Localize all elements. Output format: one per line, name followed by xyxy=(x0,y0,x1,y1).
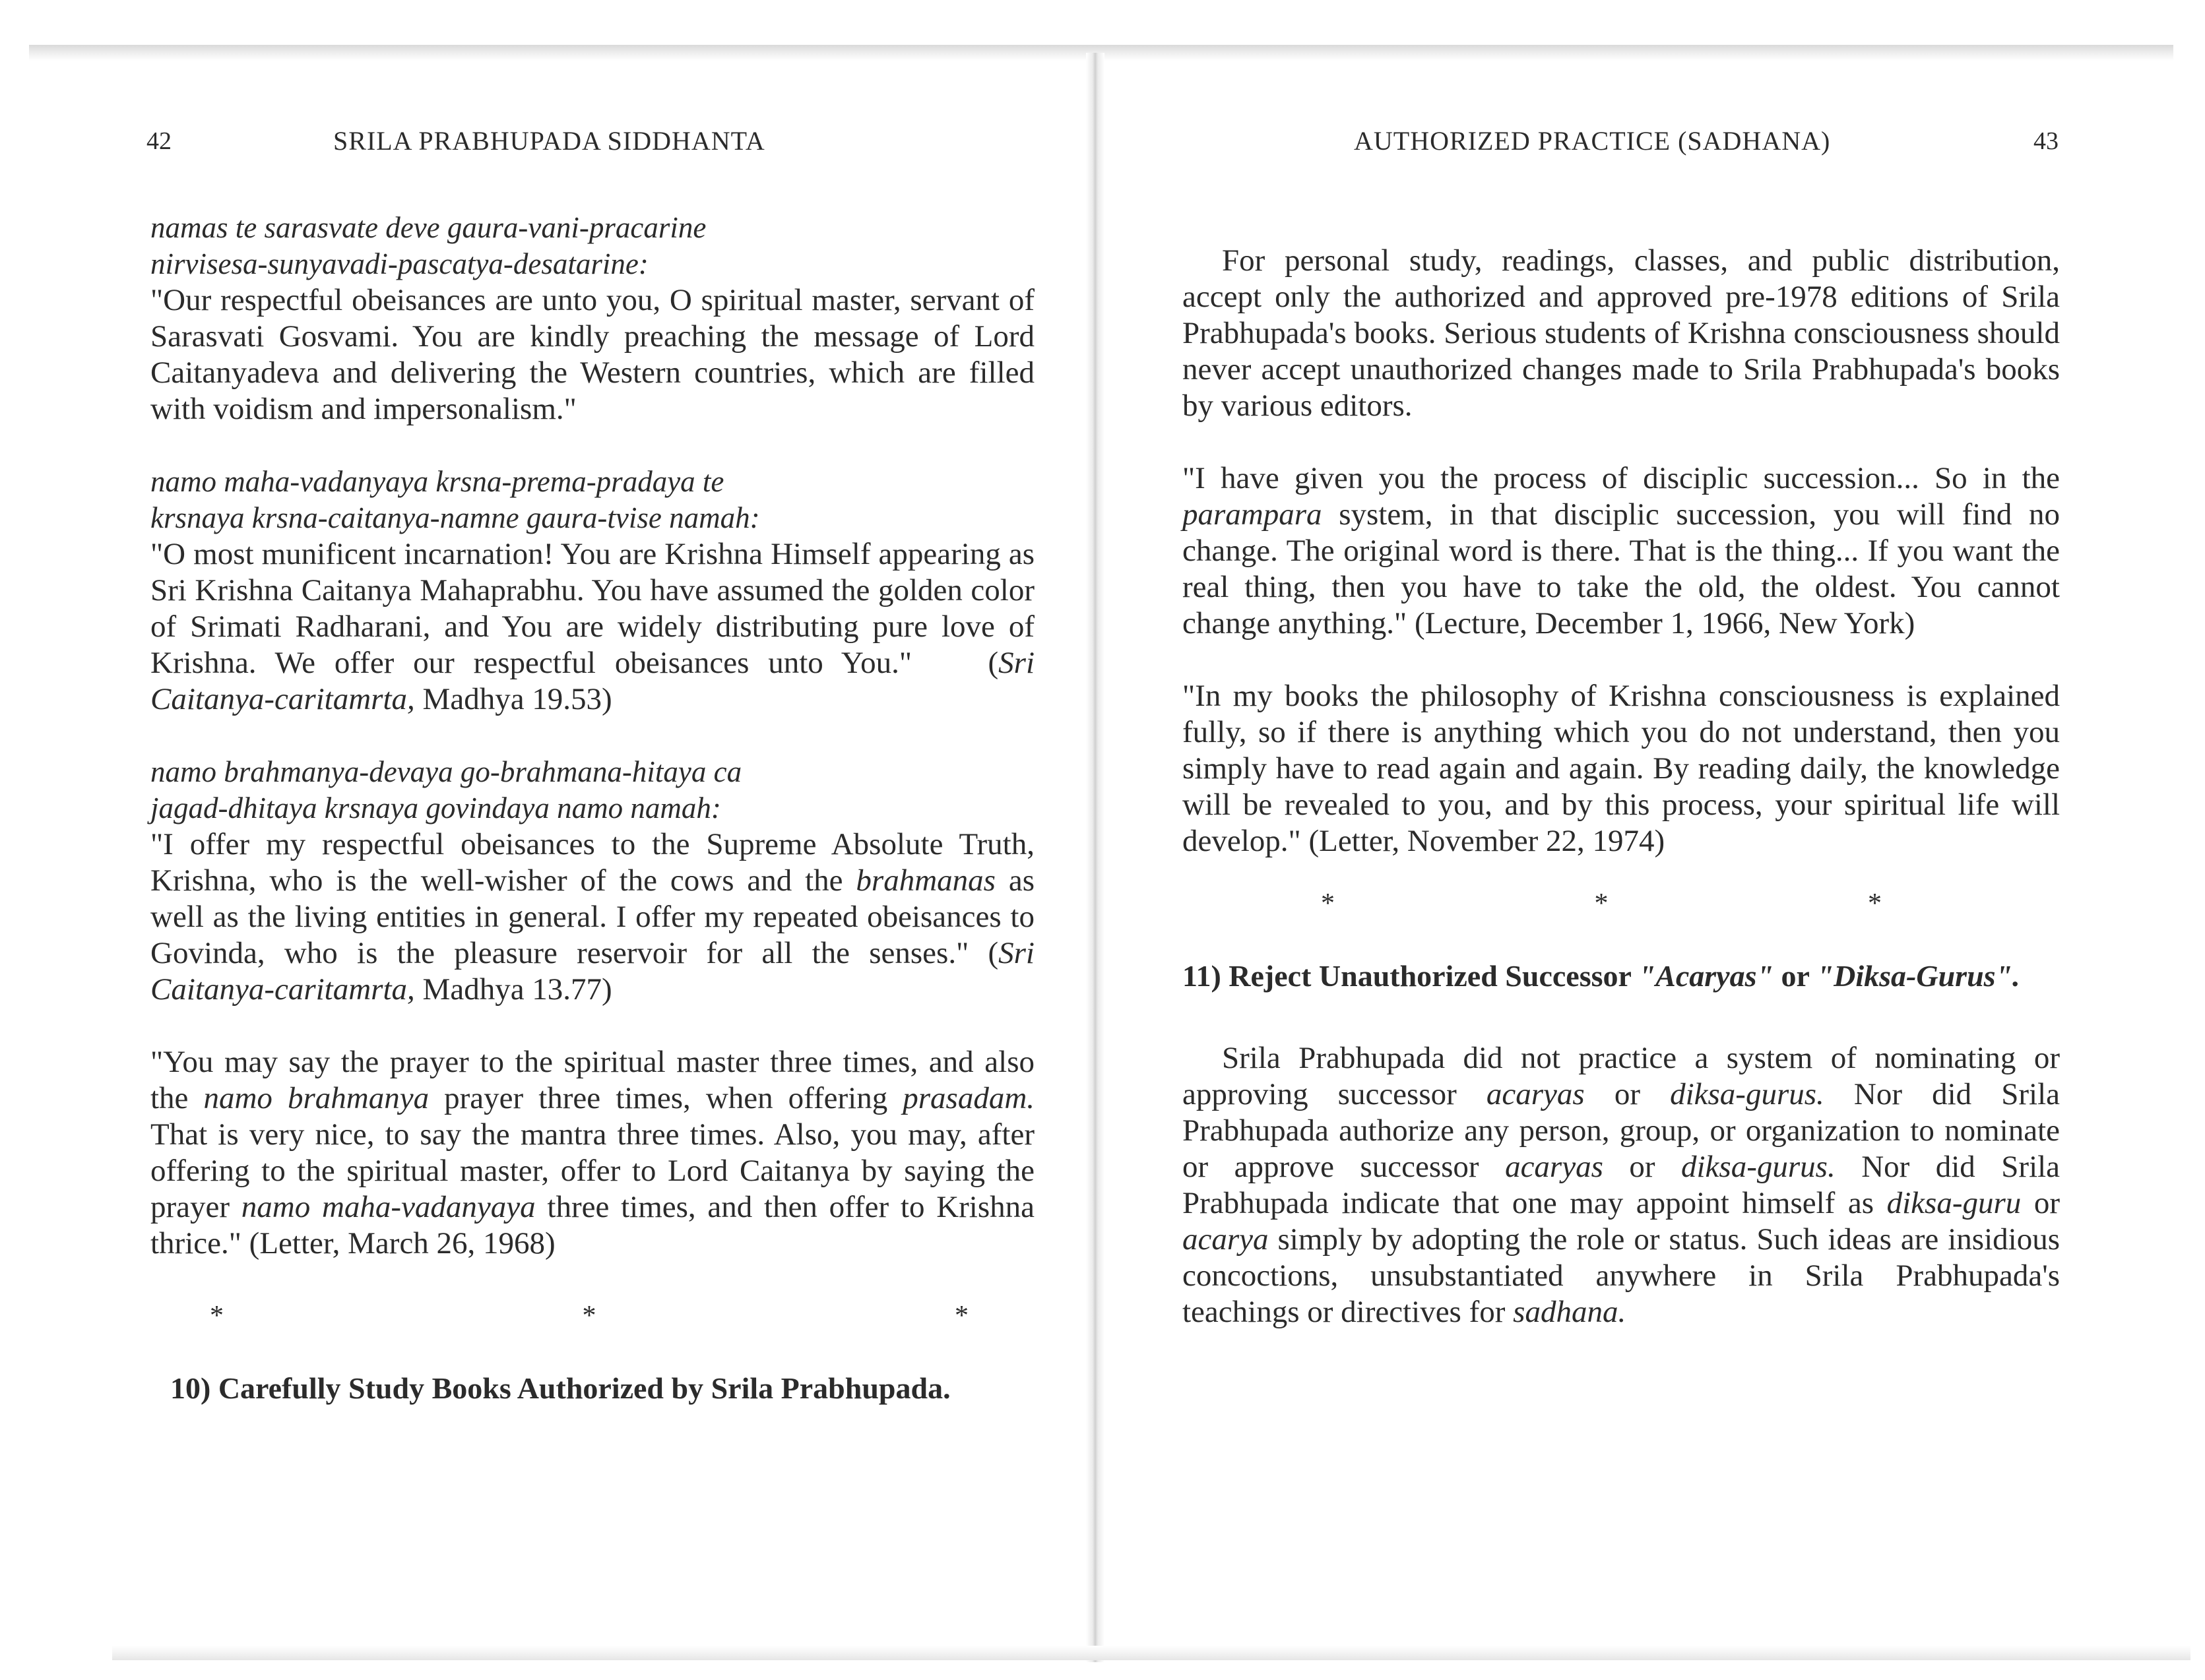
verse-1 xyxy=(150,210,1035,282)
quote-lecture: "I have given you the process of disciplic succession... So in the parampara system, in that disciplic succession, you will find no change. The original word is there. That is the thing... If you want the real thing, then you have to take the old, the oldest. You cannot change anything." (Lecture, December 1, 1966, New York) xyxy=(1182,461,2061,640)
page-number: 42 xyxy=(146,127,172,155)
verse-3 xyxy=(150,754,1035,826)
verse-2 xyxy=(150,464,1035,536)
divider-star: * xyxy=(955,1301,969,1331)
divider-star: * xyxy=(210,1301,224,1331)
verse-line: nirvisesa-sunyavadi-pascatya-desatarine: xyxy=(150,247,649,280)
divider-star: * xyxy=(1594,888,1609,919)
section-heading: 10) Carefully Study Books Authorized by Srila Prabhupada. xyxy=(170,1371,951,1405)
verse-translation: "O most munificent incarnation! You are Krishna Himself appearing as Sri Krishna Caitanya Mahaprabhu. You have assumed the golden color of Srimati Radharani, and You are widely distributing pure love of Krishna. We offer our respectful obeisances unto You." (Sri Caitanya-caritamrta, Madhya 19.53) xyxy=(150,537,1035,716)
verse-translation: "I offer my respectful obeisances to the Supreme Absolute Truth, Krishna, who is the well-wisher of the cows and the brahmanas as well as the living entities in general. I offer my repeated obeisances to Govinda, who is the pleasure reservoir for all the senses." (Sri Caitanya-caritamrta, Madhya 13.77) xyxy=(150,827,1035,1007)
running-head: AUTHORIZED PRACTICE (SADHANA) xyxy=(1354,126,1831,156)
divider-star: * xyxy=(1868,888,1882,919)
verse-line: namo maha-vadanyaya krsna-prema-pradaya te xyxy=(150,465,724,498)
divider-star: * xyxy=(1321,888,1335,919)
verse-line: jagad-dhitaya krsnaya govindaya namo namah: xyxy=(150,792,721,824)
quote-letter: "You may say the prayer to the spiritual master three times, and also the namo brahmanya prayer three times, when offering prasadam. That is very nice, to say the mantra three times. Also, you may, after offering to the spiritual master, offer to Lord Caitanya by saying the prayer namo maha-vadanyaya three times, and then offer to Krishna thrice." (Letter, March 26, 1968) xyxy=(150,1045,1035,1260)
verse-line: krsnaya krsna-caitanya-namne gaura-tvise namah: xyxy=(150,501,760,534)
running-head: SRILA PRABHUPADA SIDDHANTA xyxy=(333,126,765,156)
paragraph: For personal study, readings, classes, and public distribution, accept only the authorized and approved pre-1978 editions of Srila Prabhupada's books. Serious students of Krishna consciousness should never accept unauthorized changes made to Srila Prabhupada's books by various editors. xyxy=(1182,243,2060,423)
right-body xyxy=(1182,243,2060,1330)
paragraph: Srila Prabhupada did not practice a system of nominating or approving successor acaryas or diksa-gurus. Nor did Srila Prabhupada authorize any person, group, or organization to nominate or approve successor acaryas or diksa-gurus. Nor did Srila Prabhupada indicate that one may appoint himself as diksa-guru or acarya simply by adopting the role or status. Such ideas are insidious concoctions, unsubstantiated anywhere in Srila Prabhupada's teachings or directives for sadhana. xyxy=(1182,1041,2061,1329)
verse-line: namo brahmanya-devaya go-brahmana-hitaya ca xyxy=(150,755,742,788)
section-divider xyxy=(150,1298,1035,1334)
verse-line: namas te sarasvate deve gaura-vani-pracarine xyxy=(150,211,707,244)
left-page xyxy=(0,0,1095,1680)
section-heading: 11) Reject Unauthorized Successor "Acaryas" or "Diksa-Gurus". xyxy=(1182,959,2020,993)
divider-star: * xyxy=(582,1301,596,1331)
citation: (Sri Caitanya-caritamrta, Madhya 19.53) xyxy=(150,646,1035,716)
quote-letter: "In my books the philosophy of Krishna consciousness is explained fully, so if there is anything which you do not understand, then you simply have to read again and again. By reading daily, the knowledge will be revealed to you, and by this process, your spiritual life will develop." (Letter, November 22, 1974) xyxy=(1182,679,2060,858)
right-page xyxy=(1103,0,2205,1680)
section-divider xyxy=(1182,886,2060,922)
page-number: 43 xyxy=(2033,127,2059,155)
verse-translation: "Our respectful obeisances are unto you, O spiritual master, servant of Sarasvati Gosvami. You are kindly preaching the message of Lord Caitanyadeva and delivering the Western countries, which are filled with voidism and impersonalism." xyxy=(150,283,1035,426)
left-body xyxy=(150,210,1035,1406)
